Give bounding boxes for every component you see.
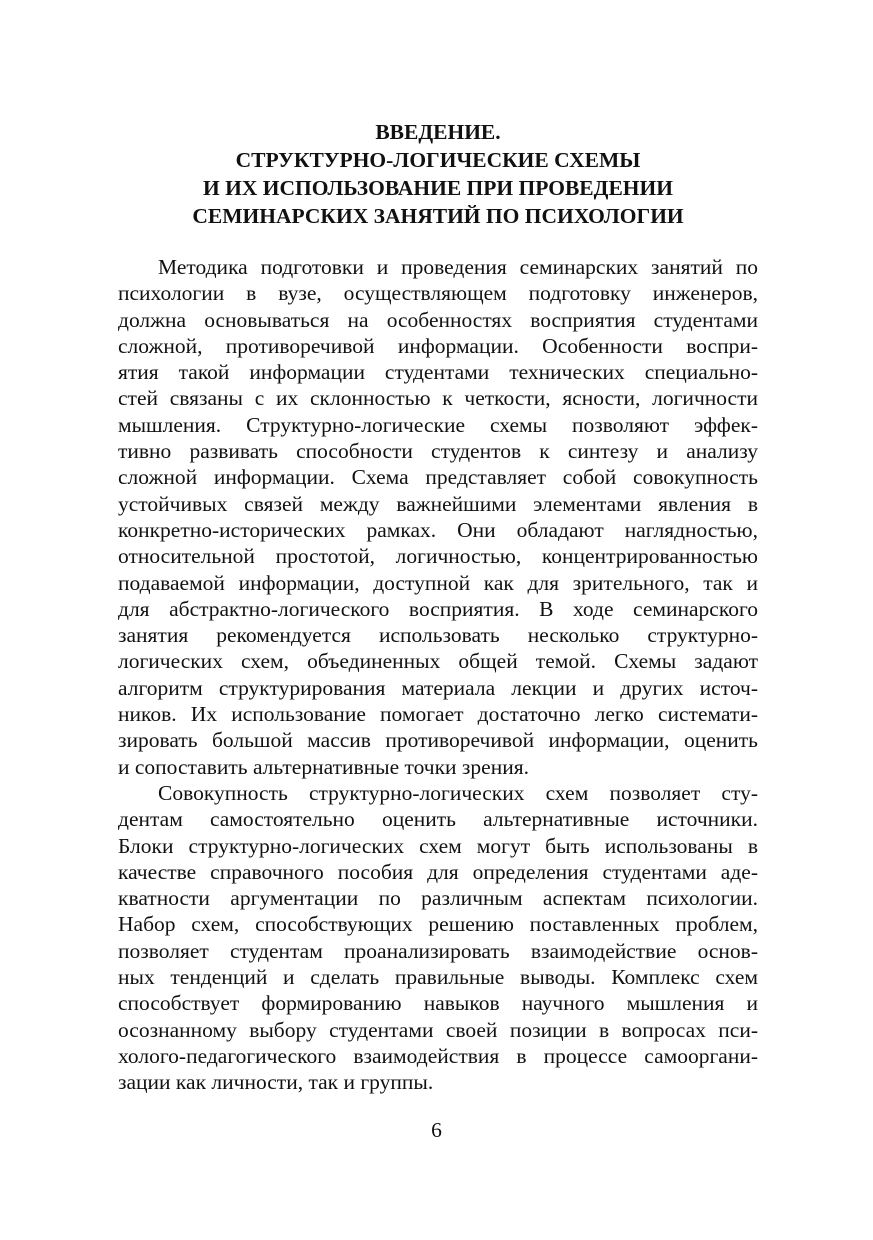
text-line: логических схем, объединенных общей темой. Схемы задают	[118, 649, 758, 674]
text-line: дентам самостоятельно оценить альтернативные источники.	[118, 807, 758, 832]
text-line: занятия рекомендуется использовать несколько структурно-	[118, 623, 758, 648]
title-line: СЕМИНАРСКИХ ЗАНЯТИЙ ПО ПСИХОЛОГИИ	[192, 204, 684, 228]
text-line: ников. Их использование помогает достаточно легко системати-	[118, 702, 758, 727]
text-line: качестве справочного пособия для определения студентами аде-	[118, 859, 758, 884]
text-line: ных тенденций и сделать правильные выводы. Комплекс схем	[118, 965, 758, 990]
text-line: должна основываться на особенностях восприятия студентами	[118, 307, 758, 332]
text-line: мышления. Структурно-логические схемы позволяют эффек-	[118, 412, 758, 437]
text-line: конкретно-исторических рамках. Они обладают наглядностью,	[118, 517, 758, 542]
text-line: позволяет студентам проанализировать взаимодействие основ-	[118, 938, 758, 963]
text-line: холого-педагогического взаимодействия в процессе самооргани-	[118, 1043, 758, 1068]
text-line: осознанному выбору студентами своей позиции в вопросах пси-	[118, 1017, 758, 1042]
text-line: зировать большой массив противоречивой информации, оценить	[118, 728, 758, 753]
text-line: способствует формированию навыков научного мышления и	[118, 991, 758, 1016]
chapter-title	[118, 118, 758, 230]
title-line: СТРУКТУРНО-ЛОГИЧЕСКИЕ СХЕМЫ	[235, 148, 641, 172]
text-line: Методика подготовки и проведения семинарских занятий по	[158, 255, 758, 279]
text-line: психологии в вузе, осуществляющем подготовку инженеров,	[118, 281, 758, 306]
text-line: для абстрактно-логического восприятия. В ходе семинарского	[118, 596, 758, 621]
body-text	[118, 254, 758, 1096]
document-page	[118, 118, 758, 1096]
text-line: сложной информации. Схема представляет собой совокупность	[118, 465, 758, 490]
text-line: Совокупность структурно-логических схем позволяет сту-	[158, 780, 758, 805]
paragraph-2	[118, 780, 758, 1096]
page-number: 6	[431, 1118, 442, 1142]
text-line: кватности аргументации по различным аспектам психологии.	[118, 886, 758, 911]
text-line: сложной, противоречивой информации. Особенности воспри-	[118, 333, 758, 358]
title-line: ВВЕДЕНИЕ.	[375, 120, 501, 144]
title-line: И ИХ ИСПОЛЬЗОВАНИЕ ПРИ ПРОВЕДЕНИИ	[203, 176, 673, 200]
text-line: и сопоставить альтернативные точки зрения.	[118, 754, 529, 779]
text-line: Набор схем, способствующих решению поставленных проблем,	[118, 912, 758, 937]
text-line: подаваемой информации, доступной как для зрительного, так и	[118, 570, 758, 595]
text-line: ятия такой информации студентами технических специально-	[118, 360, 758, 385]
text-line: относительной простотой, логичностью, концентрированностью	[118, 544, 758, 569]
text-line: устойчивых связей между важнейшими элементами явления в	[118, 491, 758, 516]
text-line: тивно развивать способности студентов к синтезу и анализу	[118, 439, 758, 464]
text-line: зации как личности, так и группы.	[118, 1070, 434, 1095]
text-line: Блоки структурно-логических схем могут быть использованы в	[118, 833, 758, 858]
text-line: стей связаны с их склонностью к четкости, ясности, логичности	[118, 386, 758, 411]
paragraph-1	[118, 254, 758, 780]
text-line: алгоритм структурирования материала лекции и других источ-	[118, 675, 758, 700]
